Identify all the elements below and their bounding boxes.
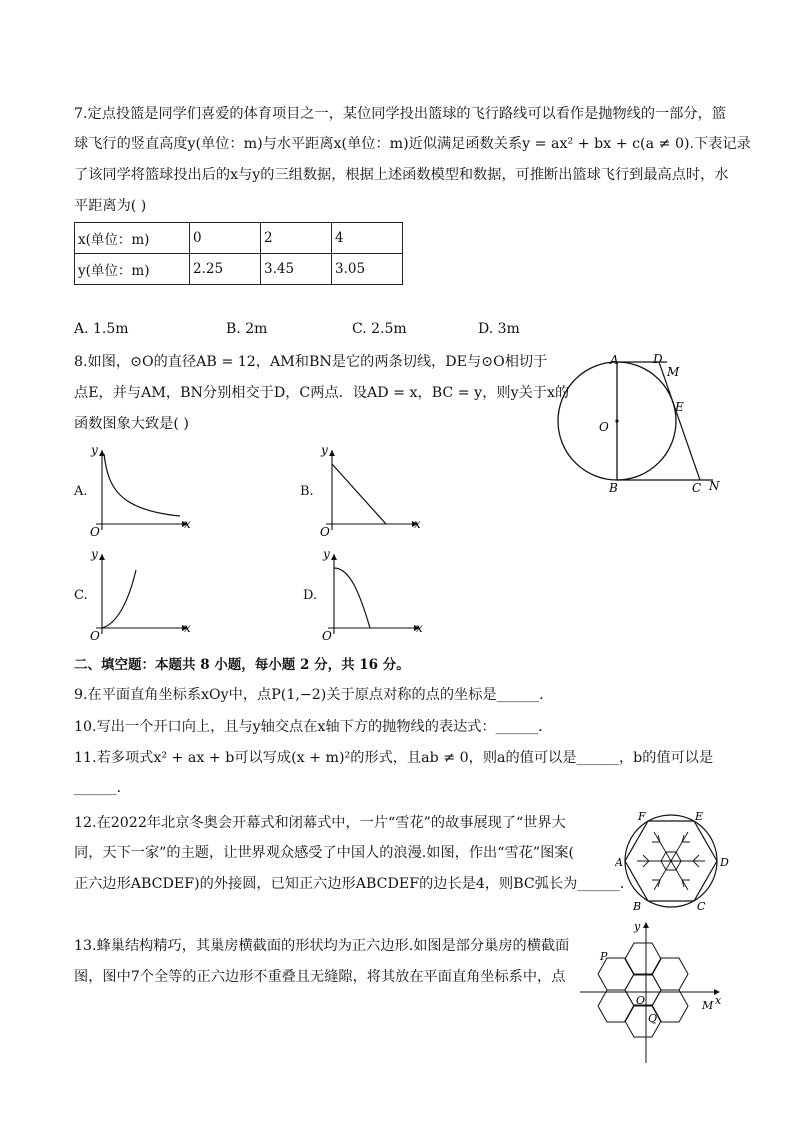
label-o: O	[636, 994, 646, 1007]
curve-parabola-up	[102, 570, 136, 628]
y-arrow	[329, 450, 335, 456]
label-e: E	[675, 400, 684, 414]
curve-line	[332, 464, 386, 524]
label-b: B	[609, 481, 618, 495]
q7-line-3: 了该同学将篮球投出后的x与y的三组数据，根据上述函数模型和数据，可推断出篮球飞行到最高点时，水	[74, 167, 729, 183]
table-cell: 0	[190, 223, 261, 254]
q13-line-2: 图，图中7个全等的正六边形不重叠且无缝隙，将其放在平面直角坐标系中，点	[74, 969, 566, 985]
label-p: P	[600, 950, 608, 963]
q11-line-1: 11.若多项式x² + ax + b可以写成(x + m)²的形式，且ab ≠ 0，则a的值可以是______，b的值可以是	[74, 750, 714, 766]
curve-hyperbola	[104, 454, 180, 516]
q8-line-2: 点E，并与AM，BN分别相交于D，C两点．设AD = x，BC = y，则y关于x的	[74, 385, 570, 401]
q7-data-table	[74, 222, 403, 285]
axis-origin-label: O	[320, 525, 330, 537]
q7-line-1: 7.定点投篮是同学们喜爱的体育项目之一，某位同学投出篮球的飞行路线可以看作是抛物线的一部分，篮	[74, 106, 726, 122]
q7-line-4: 平距离为( )	[74, 198, 147, 214]
curve-parabola-down	[334, 568, 370, 628]
hexagon-grid	[598, 943, 688, 1037]
axis-x-label: x	[184, 517, 191, 531]
table-cell: 3.05	[332, 254, 403, 285]
q8-graph-a[interactable]	[88, 442, 198, 537]
q8-option-d-label[interactable]: D.	[303, 588, 318, 603]
q13-honeycomb-figure	[578, 918, 730, 1068]
axis-x-label: x	[715, 994, 722, 1007]
label-a: A	[610, 353, 619, 367]
label-d: D	[720, 856, 729, 869]
q12-line-2: 同，天下一家”的主题，让世界观众感受了中国人的浪漫.如图，作出“雪花”图案(	[74, 845, 574, 861]
axis-x-label: x	[416, 621, 423, 635]
q12-snowflake-figure	[615, 806, 730, 914]
axis-y-label: y	[323, 547, 330, 561]
axis-origin-label: O	[90, 629, 100, 641]
label-b: B	[633, 900, 642, 913]
q8-option-b-label[interactable]: B.	[300, 484, 314, 499]
q8-graph-d[interactable]	[320, 546, 430, 641]
table-cell: x(单位：m)	[75, 223, 190, 254]
snowflake-pattern	[637, 832, 705, 890]
center-point	[615, 419, 618, 422]
table-row	[75, 223, 403, 254]
q7-line-2: 球飞行的竖直高度y(单位：m)与水平距离x(单位：m)近似满足函数关系y = ax² + bx + c(a ≠ 0).下表记录	[74, 136, 751, 152]
axis-origin-label: O	[90, 525, 100, 537]
axis-y-label: y	[634, 920, 641, 933]
label-m: M	[667, 365, 680, 379]
label-m: M	[702, 999, 714, 1012]
y-arrow	[331, 554, 337, 560]
q8-option-a-label[interactable]: A.	[74, 484, 88, 499]
table-cell: y(单位：m)	[75, 254, 190, 285]
q8-graph-b[interactable]	[318, 442, 428, 537]
table-cell: 4	[332, 223, 403, 254]
section-2-heading: 二、填空题：本题共 8 小题，每小题 2 分，共 16 分。	[74, 657, 410, 673]
q8-line-1: 8.如图，⊙O的直径AB = 12，AM和BN是它的两条切线，DE与⊙O相切于	[74, 354, 548, 370]
axis-x-label: x	[414, 517, 421, 531]
q10-text: 10.写出一个开口向上，且与y轴交点在x轴下方的抛物线的表达式：______．	[74, 719, 553, 735]
q7-option-b[interactable]: B. 2m	[226, 321, 268, 337]
label-c: C	[697, 900, 706, 913]
axis-y-label: y	[321, 443, 328, 457]
axis-y-label: y	[91, 547, 98, 561]
y-arrow	[99, 554, 105, 560]
y-arrow	[643, 922, 649, 928]
label-f: F	[638, 810, 646, 823]
q7-option-d[interactable]: D. 3m	[478, 321, 520, 337]
table-cell: 3.45	[261, 254, 332, 285]
table-cell: 2.25	[190, 254, 261, 285]
label-c: C	[692, 481, 702, 495]
axis-y-label: y	[91, 443, 98, 457]
q7-option-c[interactable]: C. 2.5m	[352, 321, 407, 337]
label-o: O	[599, 420, 609, 434]
q13-line-1: 13.蜂巢结构精巧，其巢房横截面的形状均为正六边形.如图是部分巢房的横截面	[74, 938, 570, 954]
label-d: D	[653, 352, 663, 366]
label-a: A	[615, 856, 623, 869]
q9-text: 9.在平面直角坐标系xOy中，点P(1,−2)关于原点对称的点的坐标是______．	[74, 687, 554, 703]
q7-option-a[interactable]: A. 1.5m	[74, 321, 129, 337]
q8-circle-figure	[555, 350, 730, 495]
label-n: N	[709, 479, 720, 493]
q11-line-2: ______．	[74, 780, 131, 796]
q12-line-3: 正六边形ABCDEF)的外接圆，已知正六边形ABCDEF的边长是4，则BC弧长为______．	[74, 876, 635, 892]
axis-x-label: x	[184, 621, 191, 635]
q12-line-1: 12.在2022年北京冬奥会开幕式和闭幕式中，一片“雪花”的故事展现了“世界大	[74, 815, 566, 831]
axis-origin-label: O	[322, 629, 332, 641]
q8-graph-c[interactable]	[88, 546, 198, 641]
q8-line-3: 函数图象大致是( )	[74, 416, 189, 432]
q8-option-c-label[interactable]: C.	[74, 588, 88, 603]
label-q: Q	[648, 1012, 658, 1025]
table-cell: 2	[261, 223, 332, 254]
tangent-de	[659, 362, 700, 480]
table-row	[75, 254, 403, 285]
label-e: E	[695, 810, 704, 823]
